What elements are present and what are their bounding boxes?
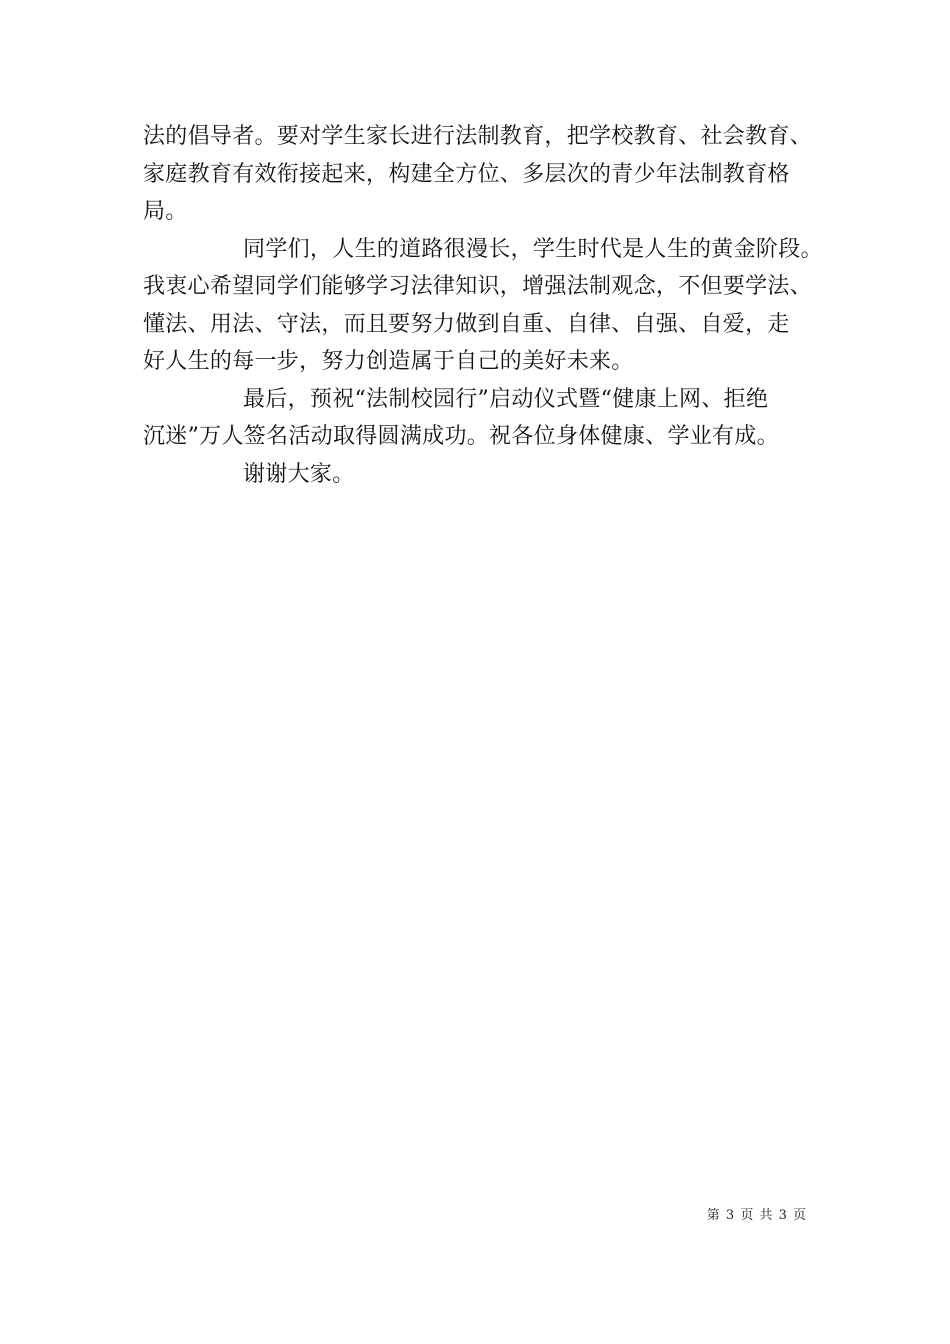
paragraph-line: 局。 <box>143 199 188 224</box>
paragraph-line-text: 同学们，人生的道路很漫长，学生时代是人生的黄金阶段。 <box>243 236 823 262</box>
paragraph-line-indented <box>143 381 833 419</box>
paragraph-line-text: 最后，预祝“法制校园行”启动仪式暨“健康上网、拒绝 <box>243 386 769 412</box>
paragraph-line: 家庭教育有效衔接起来，构建全方位、多层次的青少年法制教育格 <box>143 161 790 187</box>
paragraph-line-indented <box>143 231 833 269</box>
paragraph-line: 好人生的每一步，努力创造属于自己的美好未来。 <box>143 349 634 374</box>
paragraph-1 <box>143 118 833 231</box>
paragraph-line: 懂法、用法、守法，而且要努力做到自重、自律、自强、自爱，走 <box>143 311 790 337</box>
page-number-footer: 第 3 页 共 3 页 <box>706 1208 807 1223</box>
paragraph-line: 法的倡导者。要对学生家长进行法制教育，把学校教育、社会教育、 <box>143 124 813 149</box>
paragraph-line-indented <box>143 456 833 494</box>
paragraph-3 <box>143 381 833 456</box>
paragraph-line: 我衷心希望同学们能够学习法律知识，增强法制观念，不但要学法、 <box>143 274 813 299</box>
paragraph-4 <box>143 456 833 494</box>
paragraph-line-text: 谢谢大家。 <box>243 461 355 487</box>
paragraph-line: 沉迷”万人签名活动取得圆满成功。祝各位身体健康、学业有成。 <box>143 424 779 449</box>
paragraph-2 <box>143 231 833 381</box>
document-body <box>143 118 833 493</box>
